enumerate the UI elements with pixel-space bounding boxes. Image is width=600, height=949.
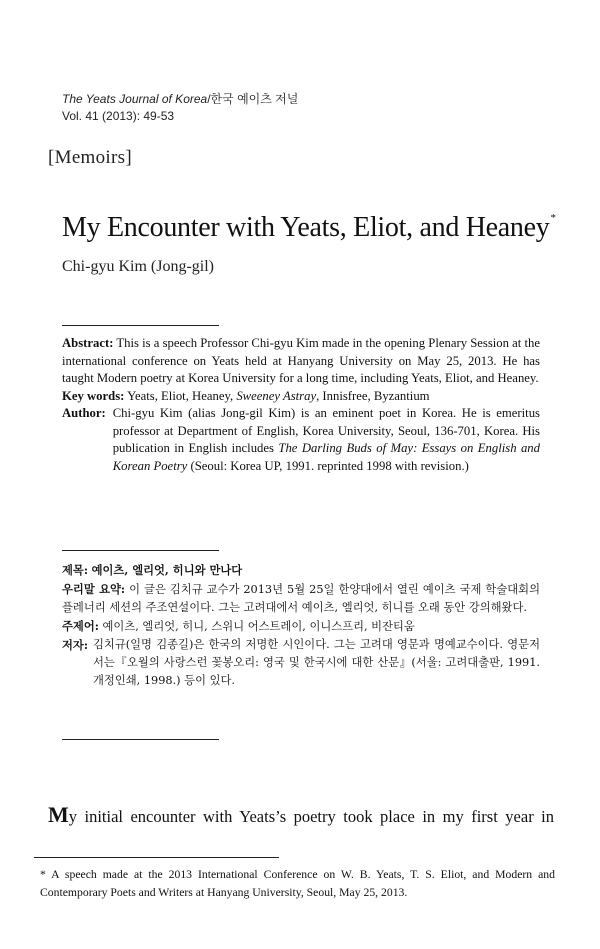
- body-first-line: [48, 804, 554, 828]
- author-note-italic: The Darling Buds of May: Essays on English and Korean Poetry: [112, 441, 540, 473]
- footnote-text: A speech made at the 2013 International Conference on W. B. Yeats, T. S. Eliot, and Modern and Contemporary Poets and Writers at Hanyang University, Seoul, May 25, 2013.: [40, 868, 555, 899]
- divider-top: [62, 325, 219, 326]
- title-footnote-mark: *: [550, 212, 556, 224]
- keywords-text-a: Yeats, Eliot, Heaney,: [127, 388, 237, 403]
- abstract: [62, 335, 540, 388]
- korean-summary: [62, 580, 540, 617]
- paper-title-text: My Encounter with Yeats, Eliot, and Heaney: [62, 212, 550, 243]
- abstract-label: Abstract:: [62, 336, 114, 350]
- drop-letter: M: [48, 802, 69, 827]
- author-note-text-b: (Seoul: Korea UP, 1991. reprinted 1998 with revision.): [187, 458, 469, 473]
- author-note-text: [106, 405, 540, 475]
- korean-title-text: 예이츠, 엘리엇, 히니와 만나다: [91, 563, 243, 577]
- body-text: y initial encounter with Yeats’s poetry took place in my first year in: [68, 807, 554, 826]
- korean-author-label: 저자:: [62, 638, 88, 652]
- korean-author: [62, 636, 540, 690]
- korean-summary-text: 이 글은 김치규 교수가 2013년 5월 25일 한양대에서 열린 예이츠 국제 학술대회의 플레너리 세션의 주조연설이다. 그는 고려대에서 예이츠, 엘리엇, 히니를 오래 동안 강의해왔다.: [62, 583, 540, 614]
- korean-title-label: 제목:: [62, 563, 88, 577]
- footnote: [40, 866, 555, 902]
- korean-topic-label: 주제어:: [62, 619, 99, 633]
- footnote-rule: [34, 857, 279, 858]
- keywords-label: Key words:: [62, 388, 125, 403]
- section-label: [Memoirs]: [48, 147, 132, 168]
- divider-middle: [62, 550, 219, 551]
- author-name: Chi-gyu Kim (Jong-gil): [62, 258, 214, 275]
- journal-korean-title: /한국 예이츠 저널: [207, 92, 299, 106]
- journal-title: The Yeats Journal of Korea: [62, 92, 208, 106]
- korean-topic: [62, 617, 540, 636]
- keywords-italic: Sweeney Astray: [236, 388, 317, 403]
- keywords: [62, 388, 540, 406]
- journal-header: [62, 92, 298, 107]
- author-note: [62, 405, 540, 475]
- abstract-text: This is a speech Professor Chi-gyu Kim made in the opening Plenary Session at the international conference on Yeats held at Hanyang University on May 25, 2013. He has taught Modern poetry at Korea University for a long time, including Yeats, Eliot, and Heaney.: [62, 336, 540, 385]
- author-note-label: Author:: [62, 406, 106, 420]
- volume-info: Vol. 41 (2013): 49-53: [62, 109, 175, 123]
- korean-abstract-block: [62, 561, 540, 690]
- korean-title: [62, 561, 540, 580]
- korean-author-text: 김치규(일명 김종길)은 한국의 저명한 시인이다. 그는 고려대 영문과 명예교수이다. 영문저서는『오월의 사랑스런 꽃봉오리: 영국 및 한국시에 대한 산문』(서울: 고려대출판, 1991. 개정인쇄, 1998.) 등이 있다.: [93, 638, 540, 687]
- footnote-mark: *: [40, 868, 46, 881]
- keywords-text-b: , Innisfree, Byzantium: [316, 388, 430, 403]
- korean-topic-text: 예이츠, 엘리엇, 히니, 스위니 어스트레이, 이니스프리, 비잔티움: [102, 620, 415, 633]
- paper-title: [62, 200, 556, 246]
- abstract-block: [62, 335, 540, 475]
- korean-summary-label: 우리말 요약:: [62, 582, 126, 596]
- author-note-text-a: Chi-gyu Kim (alias Jong-gil Kim) is an eminent poet in Korea. He is emeritus professor at Department of English, Korea University, Seoul, 136-701, Korea. His publication in English includes: [112, 406, 540, 455]
- divider-bottom: [62, 739, 219, 740]
